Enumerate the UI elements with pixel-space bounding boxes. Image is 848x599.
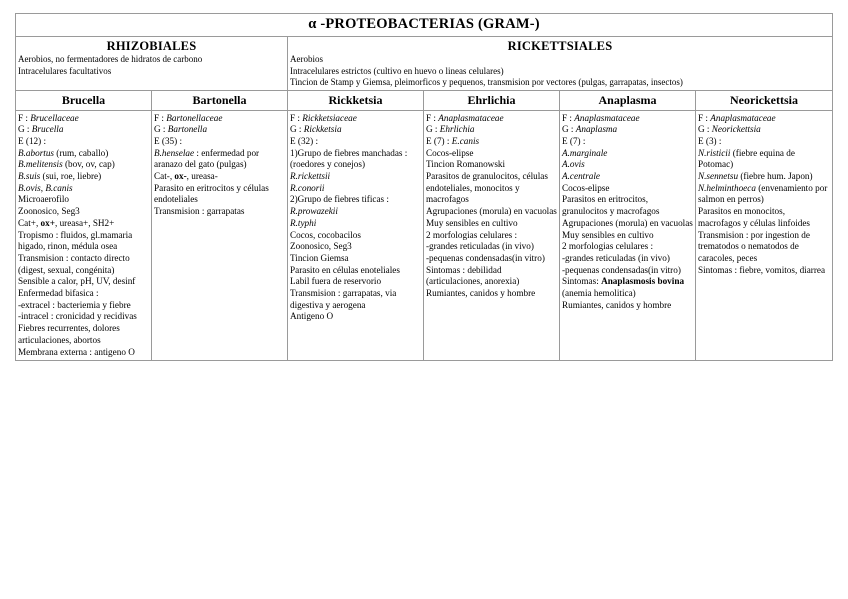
cell-line: Membrana externa : antigeno O — [18, 346, 135, 357]
cell-line: Tropismo : fluidos, gl.mamaria higado, rinon, médula osea — [18, 229, 133, 252]
cell-line: N.helminthoeca (envenamiento por salmon en perros) — [698, 182, 828, 205]
cell-line: R.typhi — [290, 217, 317, 228]
cell-line: Rumiantes, canidos y hombre — [562, 299, 672, 310]
cell-line: Labil fuera de reservorio — [290, 276, 382, 287]
cell-line: F : Anaplasmataceae — [698, 112, 776, 123]
cell-line: -extracel : bacteriemia y fiebre — [18, 299, 131, 310]
cell-line: Muy sensibles en cultivo — [426, 217, 518, 228]
cell-line: A.ovis — [562, 159, 585, 170]
cell-line: Parasitos en eritrocitos, granulocitos y macrofagos — [562, 194, 660, 217]
cell-line: Parasito en eritrocitos y células endoteliales — [154, 182, 269, 205]
cell-line: G : Rickketsia — [290, 124, 342, 135]
cell-line: -pequenas condensadas(in vitro) — [562, 264, 681, 275]
cell-line: R.rickettsii — [290, 171, 331, 182]
cell-line: Zoonosico, Seg3 — [290, 241, 352, 252]
group-title: RICKETTSIALES — [507, 39, 613, 53]
table-title: α -PROTEOBACTERIAS (GRAM-) — [16, 14, 833, 37]
cell-line: -grandes reticuladas (in vivo) — [426, 241, 534, 252]
column-header-bartonella: Bartonella — [152, 90, 288, 110]
column-body-ehrlichia — [424, 110, 560, 361]
cell-line: Parasito en células enoteliales — [290, 264, 400, 275]
cell-line: Sensible a calor, pH, UV, desinf — [18, 276, 136, 287]
cell-line: Enfermedad bifasica : — [18, 288, 99, 299]
column-header-rickketsia: Rickketsia — [288, 90, 424, 110]
cell-line: Cat-, ox-, ureasa- — [154, 171, 218, 182]
cell-line: E (3) : — [698, 135, 722, 146]
group-line: Intracelulares estrictos (cultivo en huevo o lineas celulares) — [290, 65, 504, 76]
column-body-rickketsia — [288, 110, 424, 361]
cell-line: B.suis (sui, roe, liebre) — [18, 171, 102, 182]
cell-line: Fiebres recurrentes, dolores articulaciones, abortos — [18, 323, 120, 345]
cell-line: B.ovis, B.canis — [18, 182, 73, 193]
cell-line: G : Anaplasma — [562, 124, 618, 135]
cell-line: G : Neorickettsia — [698, 124, 761, 135]
cell-line: F : Rickketsiaceae — [290, 112, 357, 123]
cell-line: Microaerofilo — [18, 194, 70, 205]
cell-line: R.conorii — [290, 182, 325, 193]
group-line: Intracelulares facultativos — [18, 65, 112, 76]
cell-line: G : Bartonella — [154, 124, 208, 135]
cell-line: B.henselae : enfermedad por aranazo del gato (pulgas) — [154, 147, 260, 170]
column-header-brucella: Brucella — [16, 90, 152, 110]
cell-line: F : Brucellaceae — [18, 112, 79, 123]
cell-line: -intracel : cronicidad y recidivas — [18, 311, 137, 322]
cell-line: E (12) : — [18, 135, 47, 146]
classification-table — [15, 13, 833, 361]
cell-line: G : Ehrlichia — [426, 124, 475, 135]
cell-line: Rumiantes, canidos y hombre — [426, 288, 536, 299]
group-line: Aerobios, no fermentadores de hidratos de carbono — [18, 54, 203, 64]
cell-line: F : Anaplasmataceae — [562, 112, 640, 123]
document — [15, 13, 832, 361]
cell-line: Antigeno O — [290, 311, 334, 322]
cell-line: B.abortus (rum, caballo) — [18, 147, 109, 158]
cell-line: B.melitensis (bov, ov, cap) — [18, 159, 115, 170]
cell-line: Parasitos de granulocitos, células endoteliales, monocitos y macrofagos — [426, 171, 548, 205]
cell-line: -grandes reticuladas (in vivo) — [562, 252, 670, 263]
cell-line: N.risticii (fiebre equina de Potomac) — [698, 147, 795, 170]
cell-line: Parasitos en monocitos, macrofagos y células linfoides — [698, 206, 810, 228]
cell-line: 2 morfologias celulares : — [562, 241, 654, 252]
cell-line: A.centrale — [562, 171, 601, 182]
cell-line: E (7) : E.canis — [426, 135, 480, 146]
cell-line: 2 morfologias celulares : — [426, 229, 518, 240]
cell-line: Cat+, ox+, ureasa+, SH2+ — [18, 217, 115, 228]
cell-line: Cocos, cocobacilos — [290, 229, 361, 240]
cell-line: Cocos-elipse — [426, 147, 474, 158]
cell-line: N.sennetsu (fiebre hum. Japon) — [698, 171, 813, 182]
cell-line: R.prowazekii — [290, 206, 338, 217]
cell-line: Transmision : garrapatas — [154, 206, 245, 217]
group-description — [18, 54, 285, 77]
cell-line: Transmision : contacto directo (digest, sexual, congénita) — [18, 252, 130, 275]
cell-line: A.marginale — [562, 147, 608, 158]
cell-line: E (7) : — [562, 135, 586, 146]
cell-line: Zoonosico, Seg3 — [18, 206, 80, 217]
cell-line: F : Anaplasmataceae — [426, 112, 504, 123]
column-body-anaplasma — [560, 110, 696, 361]
group-line: Tincion de Stamp y Giemsa, pleimorficos y pequenos, transmision por vectores (pulgas, garrapatas, insectos) — [290, 77, 683, 87]
cell-line: Transmision : por ingestion de trematodos o nematodos de caracoles, peces — [698, 229, 810, 263]
column-header-anaplasma: Anaplasma — [560, 90, 696, 110]
cell-line: E (32) : — [290, 135, 319, 146]
group-line: Aerobios — [290, 54, 323, 64]
column-body-brucella — [16, 110, 152, 361]
cell-line: G : Brucella — [18, 124, 64, 135]
column-body-bartonella — [152, 110, 288, 361]
cell-line: Tincion Romanowski — [426, 159, 506, 170]
cell-line: -pequenas condensadas(in vitro) — [426, 252, 545, 263]
cell-line: 1)Grupo de fiebres manchadas : (roedores y conejos) — [290, 147, 408, 170]
cell-line: Sintomas : fiebre, vomitos, diarrea — [698, 264, 826, 275]
column-body-neorickettsia — [696, 110, 833, 361]
cell-line: Agrupaciones (morula) en vacuolas — [426, 206, 557, 217]
cell-line: 2)Grupo de fiebres tificas : — [290, 194, 389, 205]
cell-line: Agrupaciones (morula) en vacuolas — [562, 217, 693, 228]
cell-line: Sintomas: Anaplasmosis bovina (anemia hemolitica) — [562, 276, 685, 299]
cell-line: F : Bartonellaceae — [154, 112, 223, 123]
group-rickettsiales — [288, 37, 833, 91]
cell-line: Cocos-elipse — [562, 182, 610, 193]
cell-line: E (35) : — [154, 135, 183, 146]
cell-line: Transmision : garrapatas, via digestiva y aerogena — [290, 288, 397, 310]
cell-line: Muy sensibles en cultivo — [562, 229, 654, 240]
column-header-ehrlichia: Ehrlichia — [424, 90, 560, 110]
group-title: RHIZOBIALES — [106, 39, 197, 53]
cell-line: Sintomas : debilidad (articulaciones, anorexia) — [426, 264, 520, 287]
cell-line: Tincion Giemsa — [290, 252, 349, 263]
group-description — [290, 54, 830, 89]
column-header-neorickettsia: Neorickettsia — [696, 90, 833, 110]
group-rhizobiales — [16, 37, 288, 91]
